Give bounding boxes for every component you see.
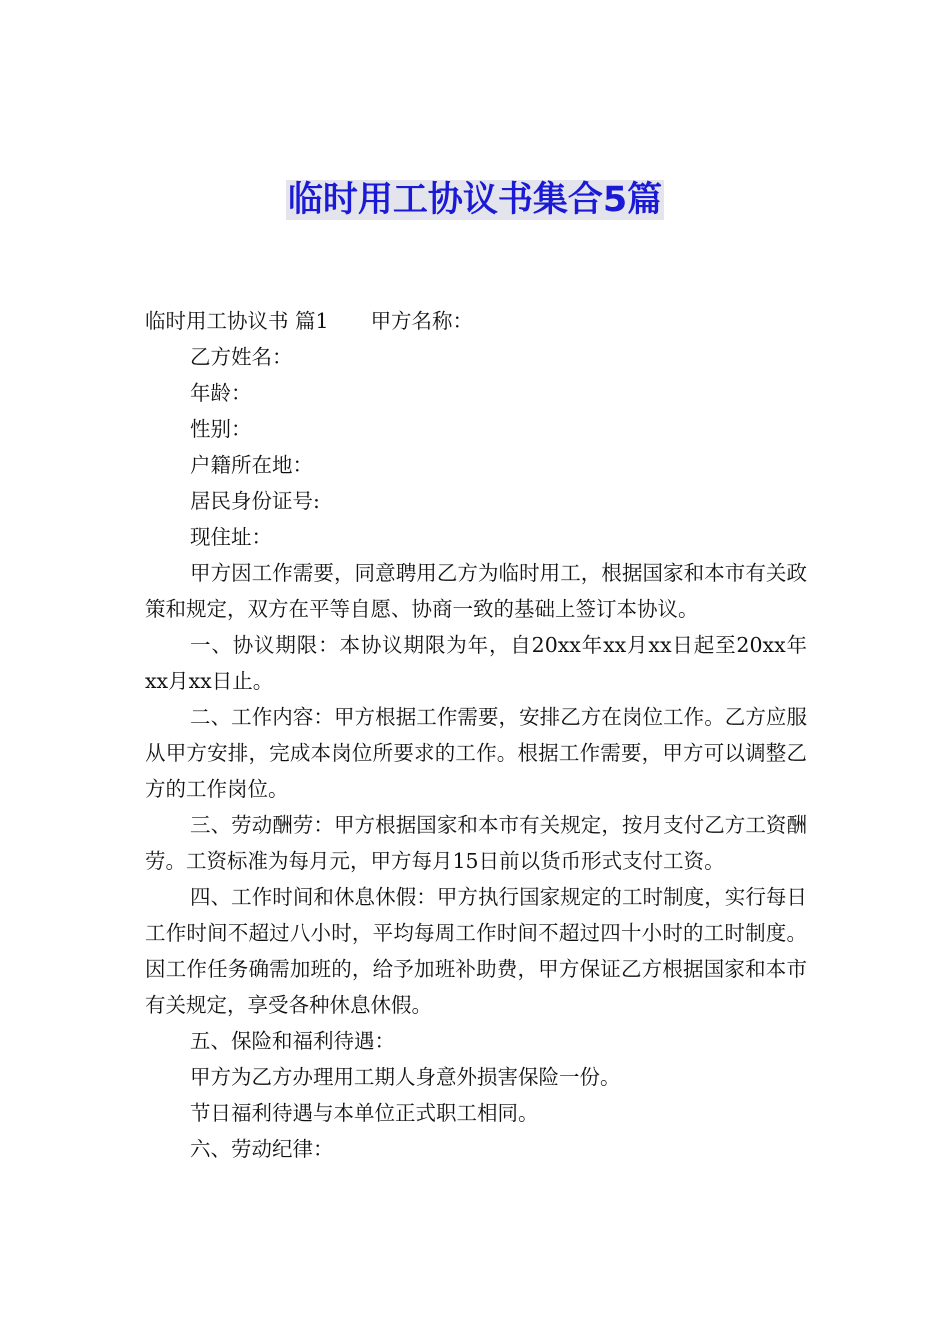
paragraph-remuneration: 三、劳动酬劳：甲方根据国家和本市有关规定，按月支付乙方工资酬劳。工资标准为每月元，甲方每月15日前以货币形式支付工资。 — [145, 813, 807, 873]
line-holiday-welfare: 节日福利待遇与本单位正式职工相同。 — [190, 1101, 539, 1125]
paragraph-intro: 甲方因工作需要，同意聘用乙方为临时用工，根据国家和本市有关政策和规定，双方在平等自愿、协商一致的基础上签订本协议。 — [145, 561, 807, 621]
document-title — [0, 176, 950, 224]
paragraph-work-content: 二、工作内容：甲方根据工作需要，安排乙方在岗位工作。乙方应服从甲方安排，完成本岗位所要求的工作。根据工作需要，甲方可以调整乙方的工作岗位。 — [145, 705, 807, 801]
field-household-registration: 户籍所在地： — [190, 453, 313, 477]
party-a-name-label: 甲方名称： — [370, 309, 474, 333]
line-accident-insurance: 甲方为乙方办理用工期人身意外损害保险一份。 — [190, 1065, 621, 1089]
field-party-b-name: 乙方姓名： — [190, 345, 293, 369]
field-current-address: 现住址： — [190, 525, 272, 549]
section-heading: 临时用工协议书 篇1 — [145, 309, 329, 333]
field-id-number: 居民身份证号: — [190, 489, 320, 513]
heading-insurance-welfare: 五、保险和福利待遇： — [190, 1029, 395, 1053]
paragraph-working-hours: 四、工作时间和休息休假：甲方执行国家规定的工时制度，实行每日工作时间不超过八小时，平均每周工作时间不超过四十小时的工时制度。因工作任务确需加班的，给予加班补助费，甲方保证乙方根据国家和本市有关规定，享受各种休息休假。 — [145, 885, 807, 1017]
heading-labor-discipline: 六、劳动纪律： — [190, 1137, 334, 1161]
document-title-text: 临时用工协议书集合5篇 — [287, 180, 663, 220]
field-age: 年龄： — [190, 381, 252, 405]
paragraph-term: 一、协议期限：本协议期限为年，自20xx年xx月xx日起至20xx年xx月xx日止。 — [145, 633, 807, 693]
section-heading-line — [145, 303, 807, 339]
field-gender: 性别： — [190, 417, 252, 441]
document-body — [145, 303, 807, 1167]
